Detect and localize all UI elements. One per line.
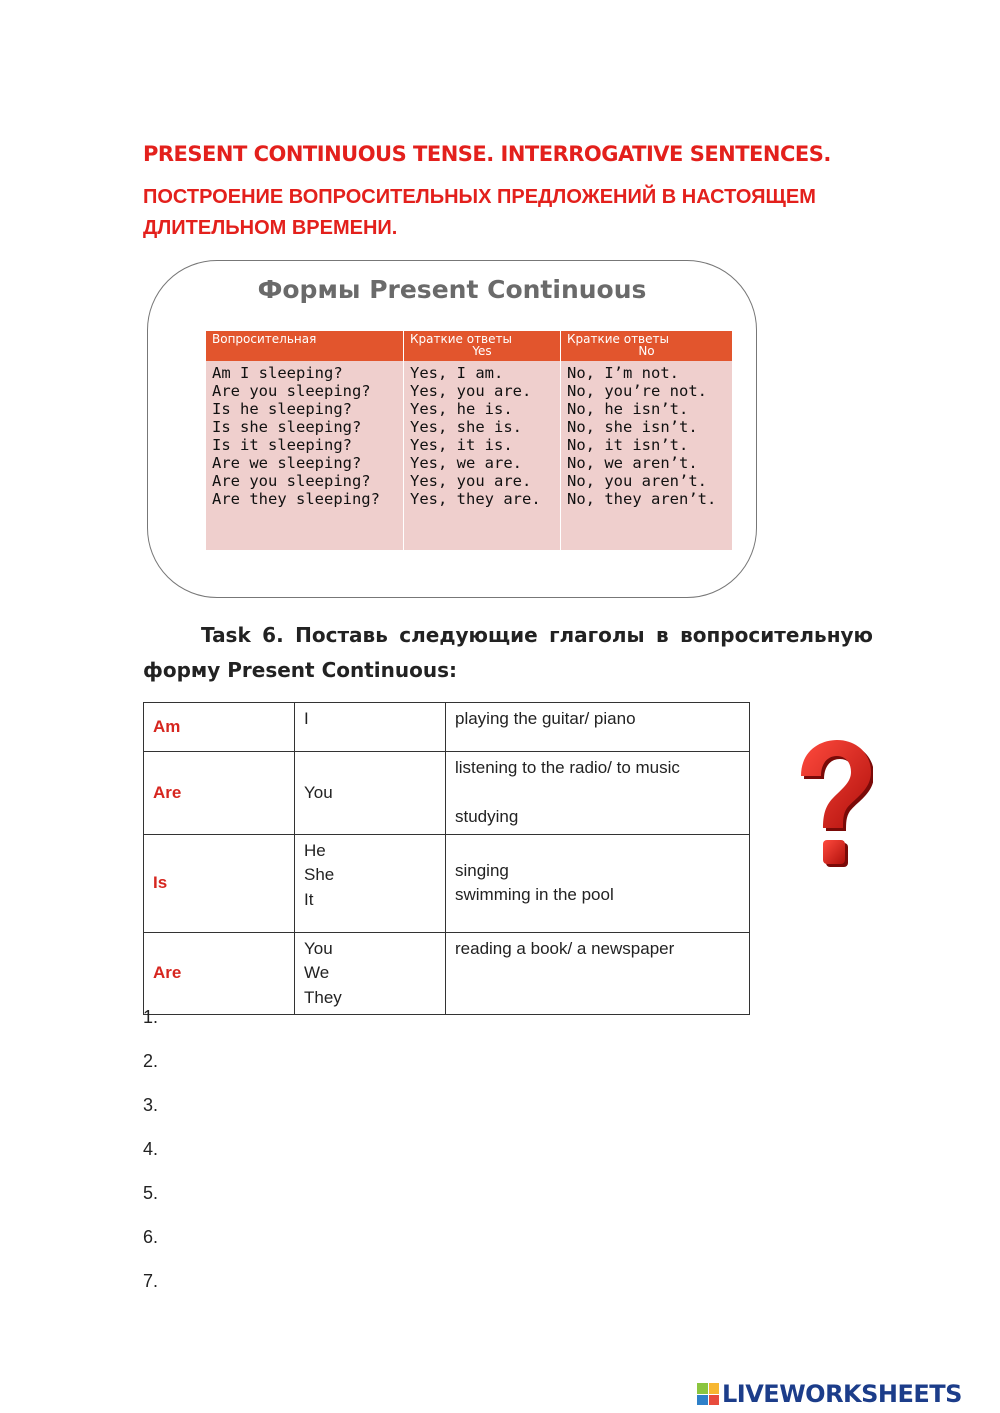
verb-phrase-item: studying [455,807,519,826]
forms-header-no-label: Краткие ответы [567,332,669,346]
subject-item: She [304,865,335,884]
forms-header-questions [206,331,403,361]
answer-line[interactable]: 7. [143,1271,159,1291]
forms-header-yes-label: Краткие ответы [410,332,512,346]
subject-cell [295,752,446,835]
forms-header-yes-sub: Yes [472,344,492,358]
forms-column-yes [404,331,561,550]
verb-phrase-cell [446,932,750,1015]
subject-item: They [304,987,342,1007]
verb-table-row [144,752,750,835]
task-label: Task 6. [201,623,284,647]
subject-cell [295,703,446,752]
answer-lines [143,1005,158,1313]
no-answer-item: No, they aren’t. [567,490,717,508]
verb-phrase-cell [446,703,750,752]
auxiliary-verb: Are [144,752,295,835]
question-mark-icon [793,736,873,876]
verb-phrase-item: singing [455,860,509,880]
forms-column-questions [206,331,404,550]
auxiliary-verb: Are [144,932,295,1015]
answer-line[interactable]: 2. [143,1051,159,1071]
verb-phrase-item: reading a book/ a newspaper [455,938,675,958]
yes-answer-item: Yes, he is. [410,400,513,418]
questions-list [206,361,403,508]
answer-line[interactable]: 5. [143,1183,159,1203]
answer-line[interactable]: 3. [143,1095,159,1115]
yes-answer-item: Yes, you are. [410,472,532,490]
auxiliary-verb: Am [144,703,295,752]
task-instruction [143,618,873,688]
subject-item: I [304,709,309,728]
yes-answer-item: Yes, it is. [410,436,513,454]
forms-header-no-sub: No [638,344,655,358]
subject-item: You [304,938,333,958]
verb-phrase-item: playing the guitar/ piano [455,709,636,728]
forms-header-questions-label: Вопросительная [212,332,317,346]
verb-table-row [144,703,750,752]
no-answer-item: No, he isn’t. [567,400,689,418]
logo-squares-icon [697,1383,719,1405]
subject-cell [295,834,446,932]
forms-column-no [561,331,732,550]
forms-box [147,260,757,598]
no-answer-item: No, we aren’t. [567,454,698,472]
no-answers-list [561,361,732,508]
yes-answer-item: Yes, she is. [410,418,522,436]
no-answer-item: No, it isn’t. [567,436,689,454]
liveworksheets-logo [697,1377,962,1411]
subject-item: You [304,782,333,802]
task-text: Поставь следующие глаголы в вопросительную форму Present Continuous: [143,623,873,682]
question-item: Are we sleeping? [212,454,362,472]
auxiliary-verb: Is [144,834,295,932]
answer-line[interactable]: 6. [143,1227,159,1247]
yes-answer-item: Yes, we are. [410,454,522,472]
verb-phrase-cell [446,834,750,932]
subject-cell [295,932,446,1015]
no-answer-item: No, she isn’t. [567,418,698,436]
answer-line[interactable]: 4. [143,1139,159,1159]
forms-title: Формы Present Continuous [257,275,647,304]
logo-text: LIVEWORKSHEETS [722,1380,962,1408]
subject-item: He [304,840,326,860]
forms-header-no [561,331,732,361]
verb-phrase-item: swimming in the pool [455,885,614,904]
no-answer-item: No, you’re not. [567,382,707,400]
question-item: Is he sleeping? [212,400,352,418]
question-item: Am I sleeping? [212,364,343,382]
forms-header-yes [404,331,560,361]
verb-table [143,702,750,1015]
verb-phrase-cell [446,752,750,835]
title-english: PRESENT CONTINUOUS TENSE. INTERROGATIVE SENTENCES. [143,142,831,166]
subject-item: It [304,889,314,909]
no-answer-item: No, I’m not. [567,364,679,382]
verb-phrase-item: listening to the radio/ to music [455,758,680,777]
forms-table [206,331,732,550]
verb-table-row [144,932,750,1015]
question-item: Is it sleeping? [212,436,352,454]
yes-answer-item: Yes, they are. [410,490,541,508]
question-item: Are they sleeping? [212,490,380,508]
verb-phrase-item [455,781,740,806]
question-item: Are you sleeping? [212,382,371,400]
title-russian: ПОСТРОЕНИЕ ВОПРОСИТЕЛЬНЫХ ПРЕДЛОЖЕНИЙ В НАСТОЯЩЕМ ДЛИТЕЛЬНОМ ВРЕМЕНИ. [143,186,816,239]
verb-table-row [144,834,750,932]
answer-line[interactable]: 1. [143,1007,159,1027]
question-item: Are you sleeping? [212,472,371,490]
yes-answer-item: Yes, you are. [410,382,532,400]
yes-answers-list [404,361,560,508]
no-answer-item: No, you aren’t. [567,472,707,490]
question-item: Is she sleeping? [212,418,362,436]
yes-answer-item: Yes, I am. [410,364,504,382]
subject-item: We [304,963,330,982]
